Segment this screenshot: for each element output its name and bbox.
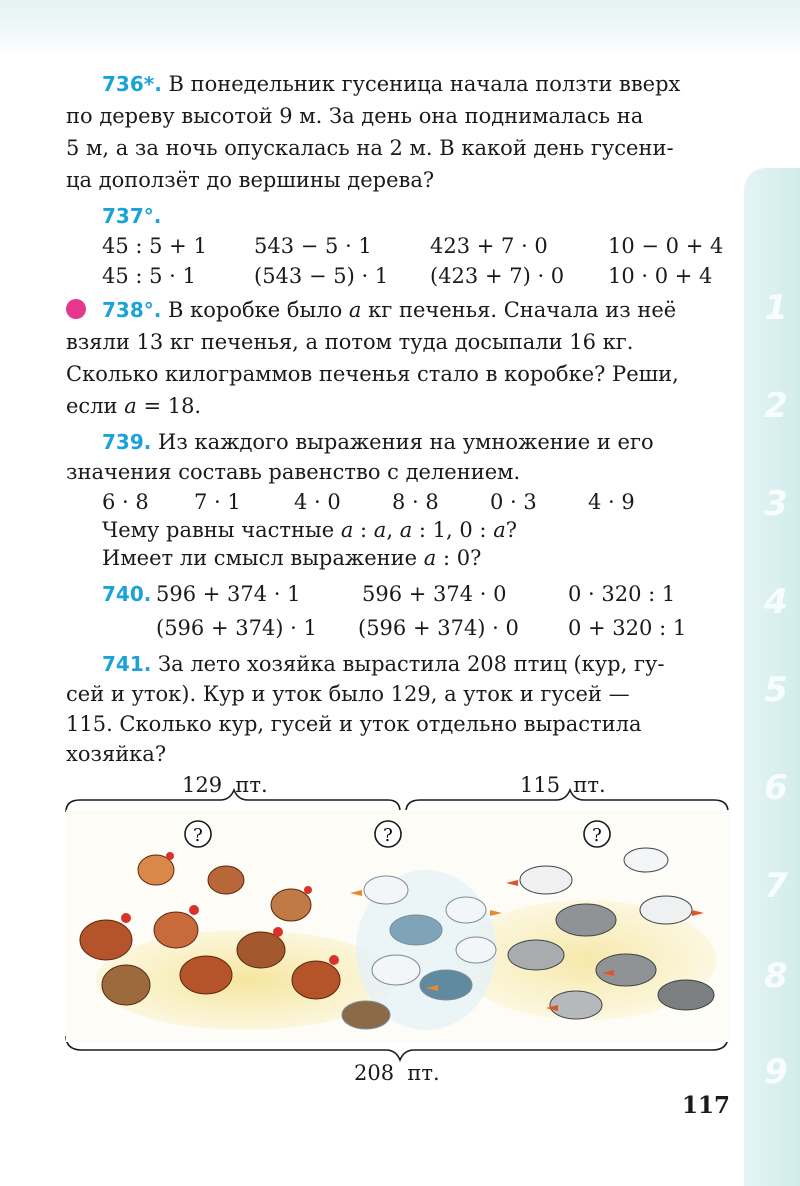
- problem-text: : 0?: [442, 546, 482, 570]
- expression: 596 + 374 · 1: [156, 582, 301, 606]
- problem-text: За лето хозяйка вырастила 208 птиц (кур, гу-: [158, 652, 665, 676]
- svg-text:?: ?: [193, 825, 203, 846]
- problem-text-line: ца доползёт до вершины дерева?: [66, 168, 435, 192]
- expression: 7 · 1: [194, 490, 241, 514]
- expression: 0 · 320 : 1: [568, 582, 676, 606]
- problem-text: кг печенья. Сначала из неё: [368, 298, 677, 322]
- unknown-hens-marker: [185, 821, 211, 847]
- expression: (596 + 374) · 1: [156, 616, 317, 640]
- problem-text-line: 5 м, а за ночь опускалась на 2 м. В какой день гусени-: [66, 136, 674, 160]
- problem-number: 737°.: [102, 204, 162, 228]
- poultry-illustration: [66, 810, 730, 1042]
- side-index-digit: 3: [764, 484, 788, 524]
- expression: 4 · 9: [588, 490, 635, 514]
- variable-a: a: [124, 394, 137, 418]
- expression: (423 + 7) · 0: [430, 264, 565, 288]
- problem-text: В коробке было: [168, 298, 343, 322]
- problem-text-line: значения составь равенство с делением.: [66, 460, 521, 484]
- variable-a: a: [423, 546, 437, 570]
- expression: 6 · 8: [102, 490, 149, 514]
- expression: 10 · 0 + 4: [608, 264, 713, 288]
- problem-text: = 18.: [143, 394, 202, 418]
- variable-a: a: [340, 518, 354, 542]
- problem-text: ,: [386, 518, 394, 542]
- problem-text: Имеет ли смысл выражение: [102, 546, 418, 570]
- side-index-digit: 1: [764, 288, 788, 328]
- expression: 543 − 5 · 1: [254, 234, 372, 258]
- variable-a: a: [373, 518, 387, 542]
- problem-number: 740.: [102, 582, 152, 606]
- problem-text-line: взяли 13 кг печенья, а потом туда досыпали 16 кг.: [66, 330, 634, 354]
- side-index-digit: 6: [764, 768, 788, 808]
- problem-number: 739.: [102, 430, 152, 454]
- expression: 596 + 374 · 0: [362, 582, 507, 606]
- expression: 0 + 320 : 1: [568, 616, 687, 640]
- problem-text-line: хозяйка?: [66, 742, 167, 766]
- problem-text: Чему равны частные: [102, 518, 335, 542]
- problem-text-line: сей и уток). Кур и уток было 129, а уток и гусей —: [66, 682, 630, 706]
- top-brace-right: [406, 790, 728, 812]
- problem-text: :: [360, 518, 368, 542]
- problem-text: : 1, 0 :: [418, 518, 487, 542]
- expression: (596 + 374) · 0: [358, 616, 519, 640]
- expression: 4 · 0: [294, 490, 341, 514]
- variable-a: a: [348, 298, 362, 322]
- expression: 45 : 5 · 1: [102, 264, 196, 288]
- side-index-digit: 7: [764, 866, 788, 906]
- expression: (543 − 5) · 1: [254, 264, 389, 288]
- variable-a: a: [493, 518, 506, 542]
- problem-text: если: [66, 394, 118, 418]
- problem-number: 738°.: [102, 298, 162, 322]
- svg-text:?: ?: [592, 825, 602, 846]
- expression: 10 − 0 + 4: [608, 234, 724, 258]
- problem-text-line: В понедельник гусеница начала ползти вверх: [168, 72, 681, 96]
- expression: 0 · 3: [490, 490, 537, 514]
- problem-number: 741.: [102, 652, 152, 676]
- side-index-digit: 8: [764, 956, 788, 996]
- top-brace-left: [66, 790, 400, 812]
- problem-text-line: Сколько килограммов печенья стало в коробке? Реши,: [66, 362, 679, 386]
- side-index-digit: 2: [764, 386, 788, 426]
- brace-label-total: 208 пт.: [354, 1061, 440, 1085]
- problem-text-line: 115. Сколько кур, гусей и уток отдельно вырастила: [66, 712, 642, 736]
- side-index-digit: 4: [764, 582, 788, 622]
- problem-text: Из каждого выражения на умножение и его: [158, 430, 654, 454]
- variable-a: a: [399, 518, 413, 542]
- problem-number: 736*.: [102, 72, 162, 96]
- expression: 423 + 7 · 0: [430, 234, 548, 258]
- expression: 8 · 8: [392, 490, 439, 514]
- brace-label-hens-ducks: 129 пт.: [182, 773, 268, 797]
- svg-text:?: ?: [383, 825, 393, 846]
- expression: 45 : 5 + 1: [102, 234, 207, 258]
- side-index-digit: 9: [764, 1052, 788, 1092]
- side-index-digit: 5: [764, 670, 788, 710]
- brace-label-ducks-geese: 115 пт.: [520, 773, 606, 797]
- unknown-geese-marker: [584, 821, 610, 847]
- problem-text: ?: [505, 518, 517, 542]
- problem-text-line: по дереву высотой 9 м. За день она поднималась на: [66, 104, 644, 128]
- page-number: 117: [682, 1092, 731, 1119]
- unknown-ducks-marker: [375, 821, 401, 847]
